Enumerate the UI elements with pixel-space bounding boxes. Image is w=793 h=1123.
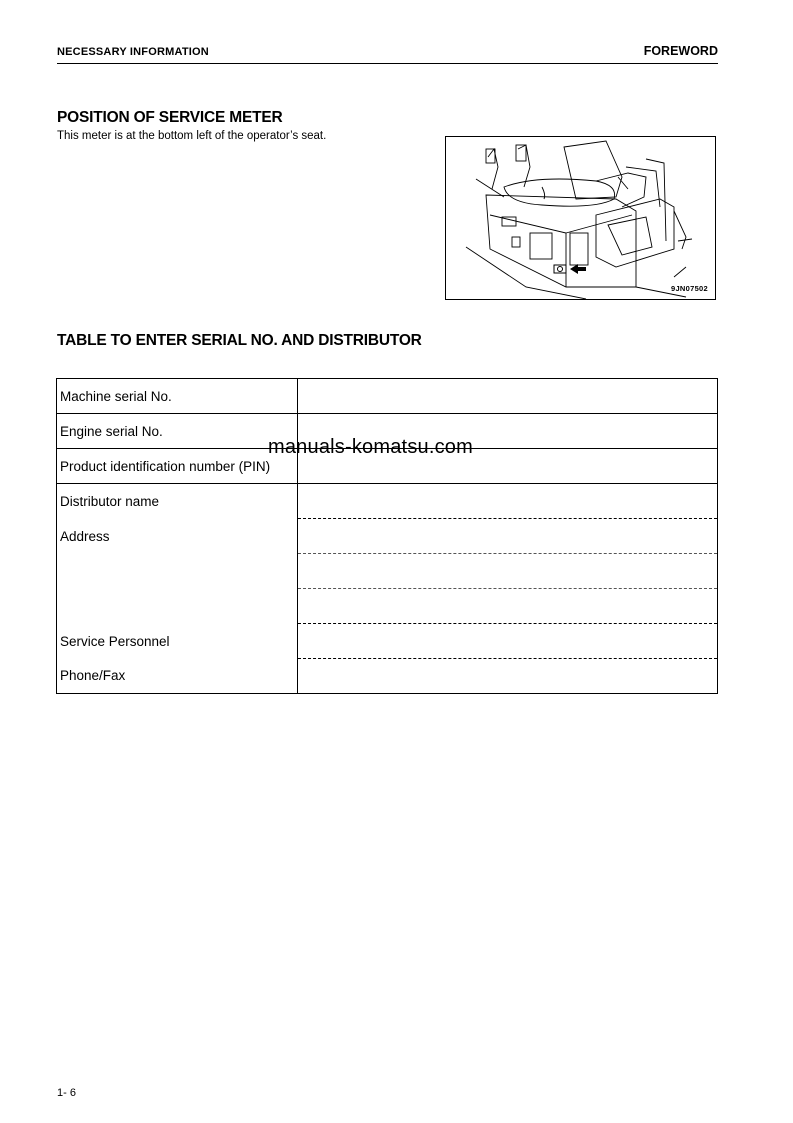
header-section-title: NECESSARY INFORMATION xyxy=(57,46,209,58)
table-row xyxy=(57,554,718,589)
header-rule xyxy=(57,63,718,64)
serial-table-heading: TABLE TO ENTER SERIAL NO. AND DISTRIBUTOR xyxy=(57,332,422,349)
table-row xyxy=(57,379,718,414)
address-label: Address xyxy=(57,519,298,554)
serial-distributor-table xyxy=(56,378,718,694)
pin-label: Product identification number (PIN) xyxy=(57,449,298,484)
engine-serial-label: Engine serial No. xyxy=(57,414,298,449)
distributor-name-field[interactable] xyxy=(298,484,718,519)
service-meter-figure xyxy=(445,136,716,300)
page-number: 1- 6 xyxy=(57,1087,76,1099)
figure-code: 9JN07502 xyxy=(670,284,708,293)
table-row xyxy=(57,624,718,659)
table-row xyxy=(57,484,718,519)
service-personnel-field[interactable] xyxy=(298,624,718,659)
watermark-text: manuals-komatsu.com xyxy=(268,436,473,458)
phone-fax-field[interactable] xyxy=(298,659,718,694)
table-row xyxy=(57,519,718,554)
operator-seat-illustration xyxy=(446,137,716,300)
address-field-line-1[interactable] xyxy=(298,519,718,554)
service-meter-heading: POSITION OF SERVICE METER xyxy=(57,109,283,126)
machine-serial-field[interactable] xyxy=(298,379,718,414)
header-chapter-title: FOREWORD xyxy=(643,44,718,58)
distributor-name-label: Distributor name xyxy=(57,484,298,519)
table-row xyxy=(57,589,718,624)
service-meter-description: This meter is at the bottom left of the operator’s seat. xyxy=(57,130,327,142)
phone-fax-label: Phone/Fax xyxy=(57,659,298,694)
machine-serial-label: Machine serial No. xyxy=(57,379,298,414)
table-row xyxy=(57,659,718,694)
service-personnel-label: Service Personnel xyxy=(57,624,298,659)
address-field-line-3[interactable] xyxy=(298,589,718,624)
address-field-line-2[interactable] xyxy=(298,554,718,589)
